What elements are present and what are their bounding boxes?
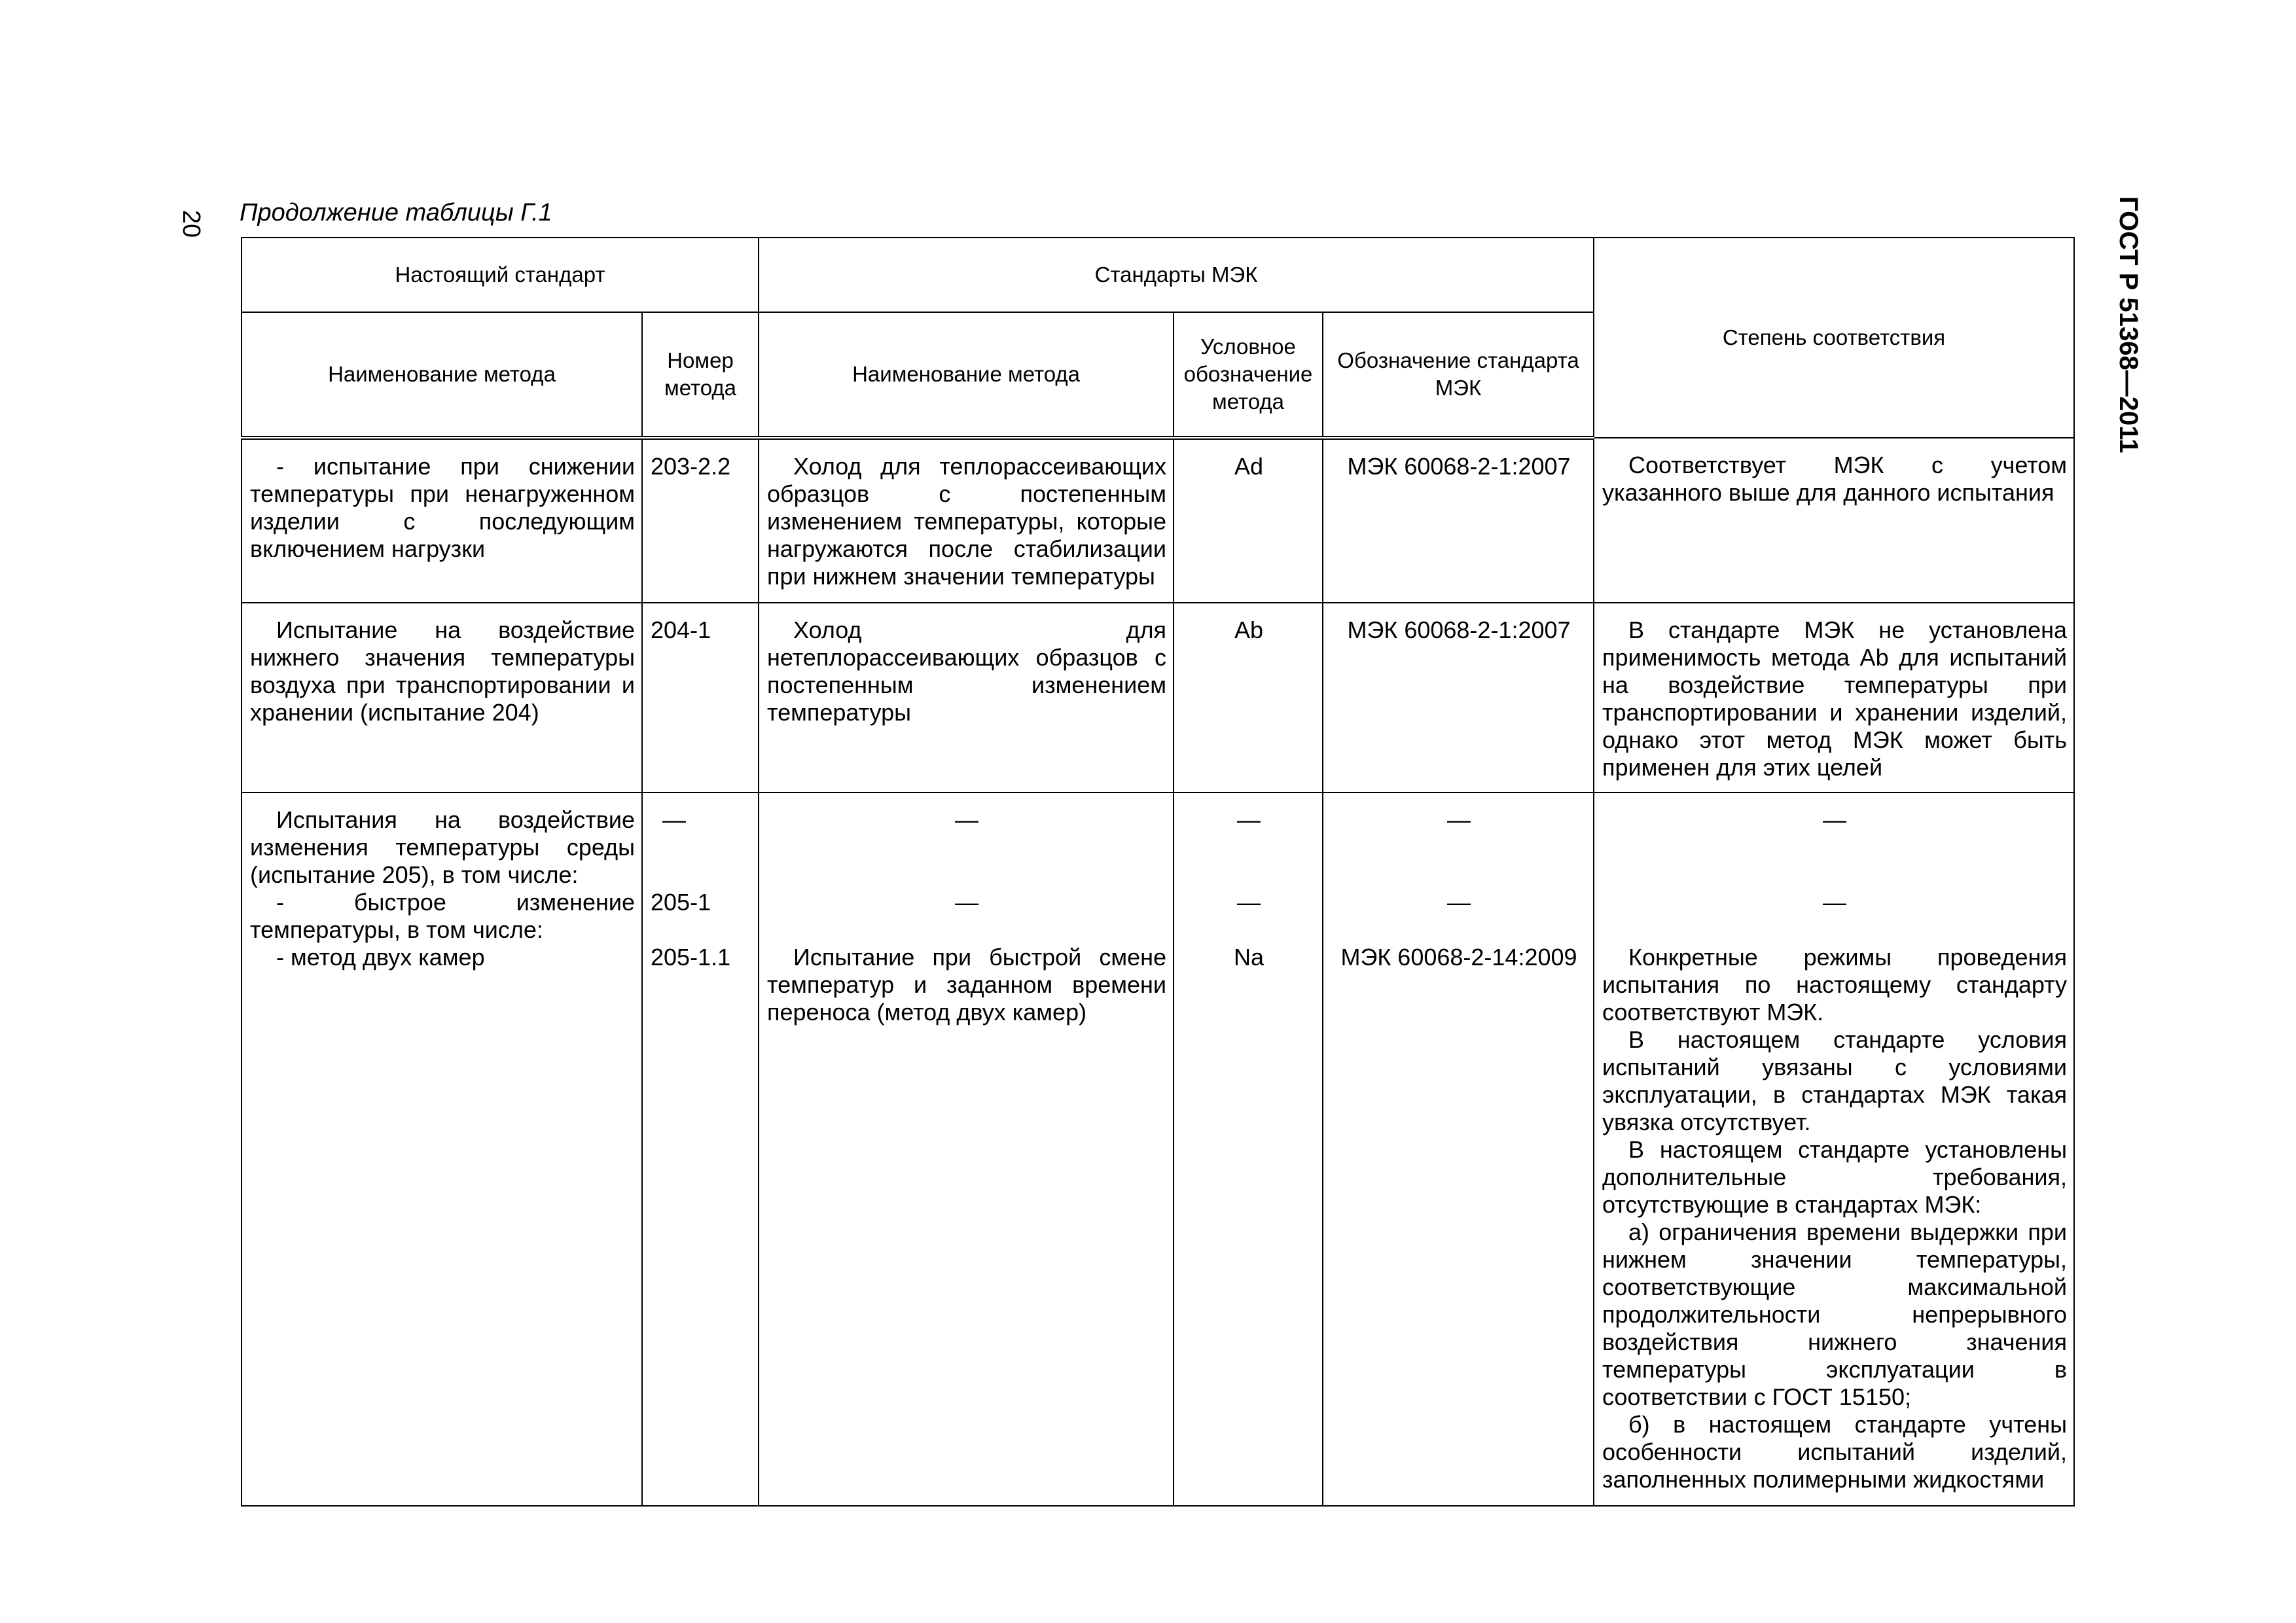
- cell-conformity: Соответствует МЭК с учетом указанного выше для данного испытания: [1594, 438, 2074, 603]
- cell-method-name: Испытание на воздействие нижнего значения температуры воздуха при транспортировании и хранении (испытание 204): [242, 603, 642, 793]
- table-row: [242, 793, 2074, 1506]
- cell-method-number: 204-1: [642, 603, 759, 793]
- conformity-paragraph: а) ограничения времени выдержки при нижнем значении температуры, соответствующие максимальной продолжительности непрерывного воздействия нижнего значения температуры эксплуатации в соответствии с ГОСТ 15150;: [1602, 1219, 2068, 1410]
- conformity-paragraph: В настоящем стандарте условия испытаний увязаны с условиями эксплуатации, в стандартах МЭК такая увязка отсутствует.: [1602, 1026, 2068, 1135]
- conformity-table: [241, 237, 2075, 1507]
- cell-method-name: - испытание при снижении температуры при ненагруженном изделии с последующим включением нагрузки: [242, 438, 642, 603]
- iec-method-name-value: Испытание при быстрой смене температур и заданном времени переноса (метод двух камер): [767, 944, 1167, 1026]
- cell-iec-standard: МЭК 60068-2-1:2007: [1323, 603, 1594, 793]
- standard-identifier: ГОСТ Р 51368—2011: [2114, 196, 2143, 454]
- iec-code-value: Na: [1234, 944, 1265, 971]
- cell-method-name: [242, 793, 642, 1506]
- iec-code-value: —: [1237, 889, 1261, 916]
- header-method-number: Номер метода: [642, 312, 759, 438]
- header-this-standard: Настоящий стандарт: [242, 238, 759, 312]
- method-number-value: 205-1.1: [651, 944, 731, 971]
- iec-method-name-value: —: [955, 889, 979, 916]
- conformity-dash: —: [1823, 806, 1847, 833]
- cell-iec-code: Ad: [1174, 438, 1323, 603]
- method-number-value: —: [662, 806, 686, 833]
- table-row: [242, 603, 2074, 793]
- cell-conformity: В стандарте МЭК не установлена применимость метода Ab для испытаний на воздействие температуры при транспортировании и хранении изделий, однако этот метод МЭК может быть применен для этих целей: [1594, 603, 2074, 793]
- method-name-part: Испытания на воздействие изменения температуры среды (испытание 205), в том числе:: [250, 806, 635, 888]
- conformity-paragraph: В настоящем стандарте установлены дополнительные требования, отсутствующие в стандартах МЭК:: [1602, 1136, 2068, 1218]
- conformity-paragraph: Конкретные режимы проведения испытания по настоящему стандарту соответствуют МЭК.: [1602, 944, 2068, 1026]
- cell-iec-standard: МЭК 60068-2-1:2007: [1323, 438, 1594, 603]
- iec-standard-value: —: [1447, 889, 1471, 916]
- method-name-part: - быстрое изменение температуры, в том числе:: [250, 889, 635, 943]
- conformity-dash: —: [1823, 889, 1847, 916]
- table-row: [242, 438, 2074, 603]
- conformity-paragraph: б) в настоящем стандарте учтены особенности испытаний изделий, заполненных полимерными жидкостями: [1602, 1411, 2068, 1493]
- iec-standard-value: МЭК 60068-2-14:2009: [1340, 944, 1577, 971]
- cell-iec-code: [1174, 793, 1323, 1506]
- header-method-name: Наименование метода: [242, 312, 642, 438]
- header-iec-method-name: Наименование метода: [759, 312, 1174, 438]
- table-header-row: [242, 238, 2074, 312]
- iec-standard-value: —: [1447, 806, 1471, 833]
- table-caption: Продолжение таблицы Г.1: [240, 199, 552, 226]
- header-iec-standards: Стандарты МЭК: [759, 238, 1594, 312]
- cell-iec-method-name: Холод для теплорассеивающих образцов с постепенным изменением температуры, которые нагружаются после стабилизации при нижнем значении температуры: [759, 438, 1174, 603]
- iec-code-value: —: [1237, 806, 1261, 833]
- header-iec-code: Условное обозначение метода: [1174, 312, 1323, 438]
- method-name-part: - метод двух камер: [276, 944, 485, 971]
- cell-conformity: [1594, 793, 2074, 1506]
- cell-iec-code: Ab: [1174, 603, 1323, 793]
- cell-iec-standard: [1323, 793, 1594, 1506]
- cell-iec-method-name: [759, 793, 1174, 1506]
- header-conformity: Степень соответствия: [1594, 238, 2074, 438]
- page-number: 20: [177, 209, 206, 238]
- header-iec-standard: Обозначение стандарта МЭК: [1323, 312, 1594, 438]
- method-number-value: 205-1: [651, 889, 711, 916]
- cell-method-number: [642, 793, 759, 1506]
- cell-iec-method-name: Холод для нетеплорассеивающих образцов с постепенным изменением температуры: [759, 603, 1174, 793]
- cell-method-number: 203-2.2: [642, 438, 759, 603]
- iec-method-name-value: —: [955, 806, 979, 833]
